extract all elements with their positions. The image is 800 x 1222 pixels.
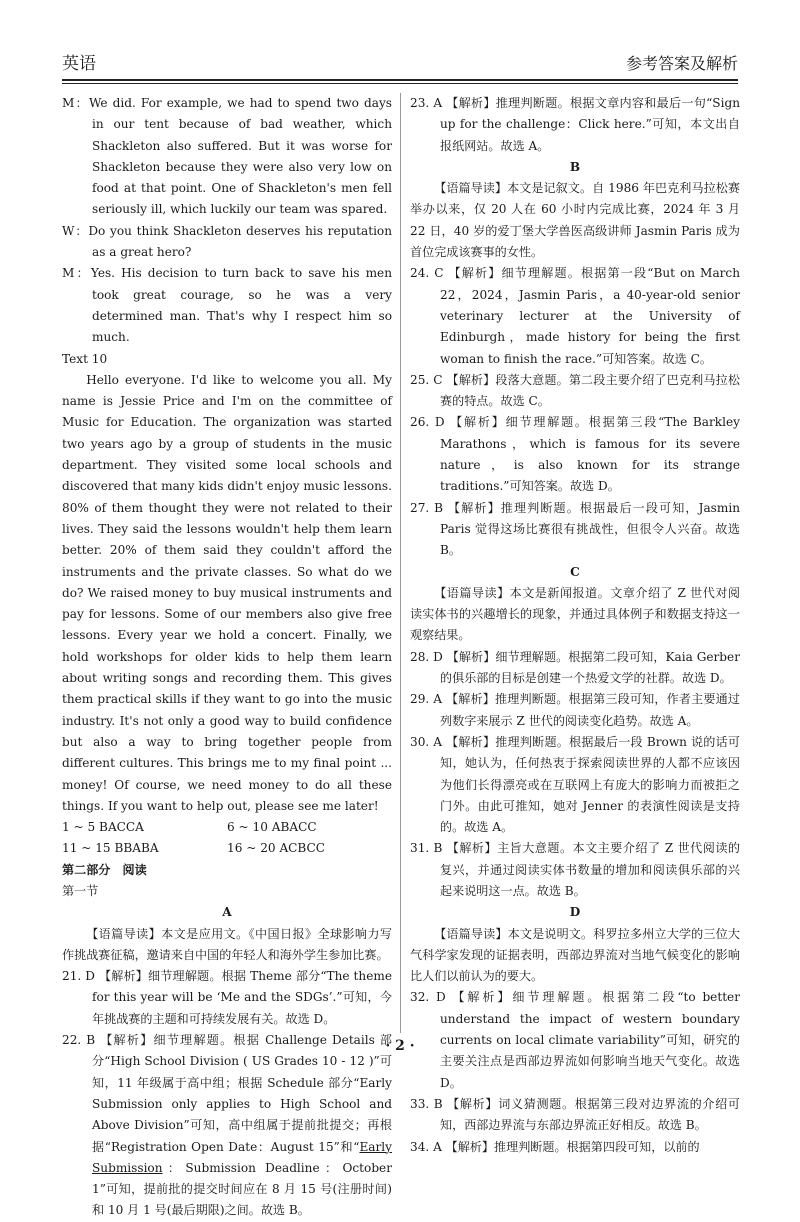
header-rule-thin — [62, 83, 738, 84]
answer-27: 27. B 【解析】推理判断题。根据最后一段可知，Jasmin Paris 觉得这场比赛很有挑战性，但很令人兴奋。故选 B。 — [410, 500, 740, 558]
answer-33: 33. B 【解析】词义猜测题。根据第三段对边界流的介绍可知，西部边界流与东部边界流正好相反。故选 B。 — [410, 1096, 740, 1133]
answer-23: 23. A 【解析】推理判断题。根据文章内容和最后一句“Sign up for the challenge：Click here.”可知，本文出自报纸网站。故选 A。 — [410, 96, 740, 153]
answer-26: 26. D 【解析】细节理解题。根据第三段“The Barkley Marathons，which is famous for its severe nature，is also known for its strange traditions.”可知答案。故选 D。 — [410, 415, 740, 494]
answer-21: 21. D 【解析】细节理解题。根据 Theme 部分“The theme for this year will be ‘Me and the SDGs’.”可知，今年挑战赛的主题和可持续发展有关。故选 D。 — [62, 969, 392, 1026]
section-a-heading: A — [222, 905, 232, 920]
answer-25: 25. C 【解析】段落大意题。第二段主要介绍了巴克利马拉松赛的特点。故选 C。 — [410, 372, 740, 409]
answer-31: 31. B 【解析】主旨大意题。本文主要介绍了 Z 世代阅读的复兴，并通过阅读实体书数量的增加和阅读俱乐部的兴起来说明这一点。故选 B。 — [410, 841, 740, 898]
answer-22: 22. B 【解析】细节理解题。根据 Challenge Details 部分“High School Division ( US Grades 10 - 12 )”可知，11 年级属于高中组；根据 Schedule 部分“Early Submission only applies to High School and Above Division”可知，高中组属于提前批提交；再根据“Registration Open Date：August 15”和“Early Submission：Submission Deadline：October 1”可知，提前批的提交时间应在 8 月 15 号(注册时间) 和 10 月 1 号(最后期限)之间。故选 B。 — [62, 1033, 392, 1218]
answer-28: 28. D 【解析】细节理解题。根据第二段可知，Kaia Gerber 的俱乐部的目标是创建一个热爱文学的社群。故选 D。 — [410, 649, 740, 686]
page-header — [62, 48, 738, 78]
guide-a: 【语篇导读】本文是应用文。《中国日报》全球影响力写作挑战赛征稿，邀请来自中国的年轻人和海外学生参加比赛。 — [62, 926, 392, 962]
answer-29: 29. A 【解析】推理判断题。根据第三段可知，作者主要通过列数字来展示 Z 世代的阅读变化趋势。故选 A。 — [410, 692, 740, 728]
answer-34: 34. A 【解析】推理判断题。根据第四段可知，以前的 — [410, 1139, 700, 1154]
guide-b: 【语篇导读】本文是记叙文。自 1986 年巴克利马拉松赛举办以来，仅 20 人在 60 小时内完成比赛，2024 年 3 月 22 日，40 岁的爱丁堡大学兽医高级讲师 Jasmin Paris 成为首位完成该赛事的女性。 — [410, 181, 740, 260]
header-title: 参考答案及解析 — [625, 54, 738, 73]
part2-heading: 第二部分 阅读 — [62, 862, 147, 877]
section-c-heading: C — [570, 564, 580, 579]
guide-d: 【语篇导读】本文是说明文。科罗拉多州立大学的三位大气科学家发现的证据表明，西部边界流对当地气候变化的影响比人们以前认为的要大。 — [410, 926, 740, 984]
text10-body: Hello everyone. I'd like to welcome you all. My name is Jessie Price and I'm on the committee of Music for Education. The organization was started two years ago by a group of students in the music department. They visited some local schools and discovered that many kids didn't enjoy music lessons. 80% of them thought they were not related to their lives. They said the lessons wouldn't help them learn better. 20% of them said they couldn't afford the instruments and the private classes. So what do we do? We raised money to buy musical instruments and pay for lessons. Some of our members also give free lessons. Every year we hold a concert. Finally, we hold workshops for older kids to help them learn about writing songs and recording them. This gives them practical skills if they want to go into the music industry. It's not only a good way to build confidence but also a way to bring together people from different cultures. This brings me to my final point ... money! Of course, we need money to do all these things. If you want to help out, please see me later! — [62, 372, 392, 813]
page-number: · 2 · — [385, 1038, 415, 1054]
answer-32: 32. D 【解析】细节理解题。根据第二段“to better understand the impact of western boundary currents on local climate variability”可知，研究的主要关注点是西部边界流如何影响当地天气变化。故选 D。 — [410, 990, 740, 1090]
text10-label: Text 10 — [62, 351, 108, 366]
header-subject: 英语 — [62, 54, 96, 74]
header-rule-thick — [62, 79, 738, 81]
answer-30: 30. A 【解析】推理判断题。根据最后一段 Brown 说的话可知，她认为，任何热衷于探索阅读世界的人都不应该因为他们长得漂亮或在互联网上有庞大的影响力而被拒之门外。由此可推知，她对 Jenner 的表演性阅读是支持的。故选 A。 — [410, 734, 740, 835]
answer-row: 11 ~ 15 BBABA 16 ~ 20 ACBCC — [62, 841, 326, 856]
section-d-heading: D — [569, 905, 581, 920]
column-divider — [400, 93, 401, 1033]
guide-c: 【语篇导读】本文是新闻报道。文章介绍了 Z 世代对阅读实体书的兴趣增长的现象，并通过具体例子和数据支持这一观察结果。 — [410, 585, 740, 643]
dialog-line: M：We did. For example, we had to spend two days in our tent because of bad weather, which Shackleton also suffered. But it was worse for Shackleton because they were also very low on food at that point. One of Shackleton's men fell seriously ill, which luckily our team was spared. — [62, 96, 392, 217]
answer-24: 24. C 【解析】细节理解题。根据第一段“But on March 22，2024，Jasmin Paris，a 40-year-old senior veterinary lecturer at the University of Edinburgh，made history for being the first woman to finish the race.”可知答案。故选 C。 — [410, 266, 740, 366]
right-column — [410, 93, 740, 1158]
answer-row: 1 ~ 5 BACCA 6 ~ 10 ABACC — [62, 820, 317, 835]
section-b-heading: B — [569, 159, 581, 174]
dialog-line: M：Yes. His decision to turn back to save his men took great courage, so he was a very determined man. That's why I respect him so much. — [62, 266, 392, 345]
dialog-line: W：Do you think Shackleton deserves his reputation as a great hero? — [62, 223, 393, 260]
section1-heading: 第一节 — [62, 883, 99, 898]
